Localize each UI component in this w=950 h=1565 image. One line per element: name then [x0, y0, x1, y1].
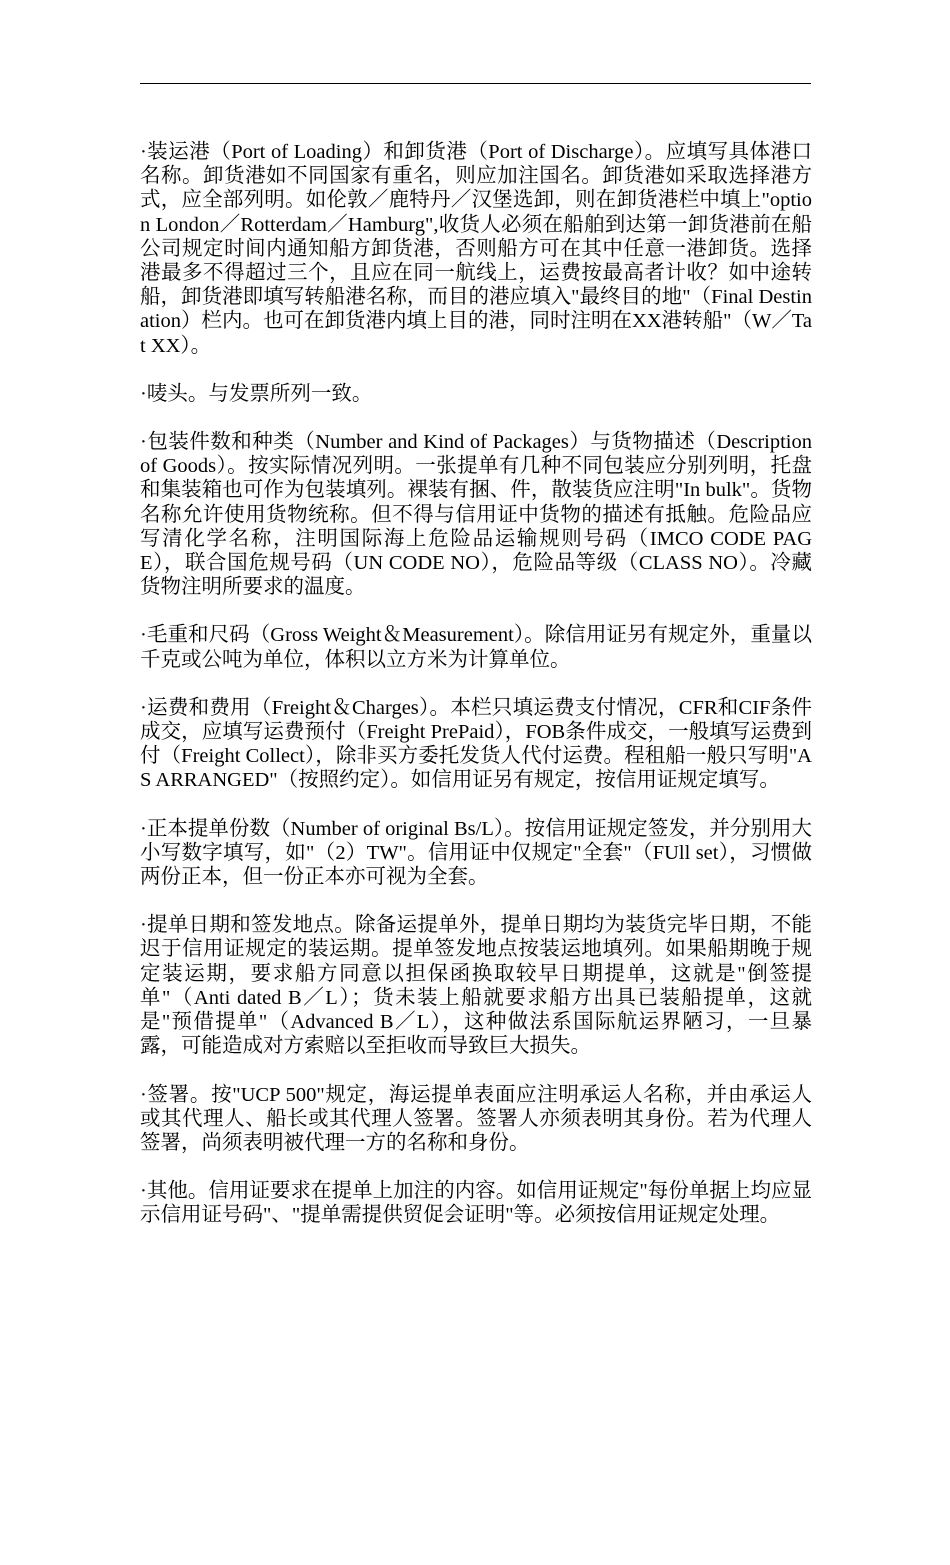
paragraph-freight-charges: ·运费和费用（Freight＆Charges）。本栏只填运费支付情况，CFR和CIF条件成交，应填写运费预付（Freight PrePaid），FOB条件成交，一般填写运费到付（Freight Collect），除非买方委托发货人代付运费。程租船一般只写明"AS ARRANGED"（按照约定）。如信用证另有规定，按信用证规定填写。	[140, 696, 812, 792]
paragraph-signature: ·签署。按"UCP 500"规定，海运提单表面应注明承运人名称，并由承运人或其代理人、船长或其代理人签署。签署人亦须表明其身份。若为代理人签署，尚须表明被代理一方的名称和身份。	[140, 1083, 812, 1154]
paragraph-original-bills: ·正本提单份数（Number of original Bs/L）。按信用证规定签发，并分别用大小写数字填写，如"（2）TW"。信用证中仅规定"全套"（FUll set），习惯做两份正本，但一份正本亦可视为全套。	[140, 817, 812, 889]
header-rule	[140, 83, 811, 84]
paragraph-bill-date: ·提单日期和签发地点。除备运提单外，提单日期均为装货完毕日期，不能迟于信用证规定的装运期。提单签发地点按装运地填列。如果船期晚于规定装运期，要求船方同意以担保函换取较早日期提单，这就是"倒签提单"（Anti dated B／L）；货未装上船就要求船方出具已装船提单，这就是"预借提单"（Advanced B／L），这种做法系国际航运界陋习，一旦暴露，可能造成对方索赔以至拒收而导致巨大损失。	[140, 914, 812, 1058]
paragraph-shipping-marks: ·唛头。与发票所列一致。	[140, 382, 373, 405]
document-body	[140, 140, 812, 1252]
paragraph-gross-weight: ·毛重和尺码（Gross Weight＆Measurement）。除信用证另有规定外，重量以千克或公吨为单位，体积以立方米为计算单位。	[140, 624, 812, 671]
paragraph-port-of-loading: ·装运港（Port of Loading）和卸货港（Port of Discharge）。应填写具体港口名称。卸货港如不同国家有重名，则应加注国名。卸货港如采取选择港方式，应全部列明。如伦敦／鹿特丹／汉堡选卸，则在卸货港栏中填上"option London／Rotterdam／Hamburg",收货人必须在船舶到达第一卸货港前在船公司规定时间内通知船方卸货港，否则船方可在其中任意一港卸货。选择港最多不得超过三个，且应在同一航线上，运费按最高者计收？如中途转船，卸货港即填写转船港名称，而目的港应填入"最终目的地"（Final Destination）栏内。也可在卸货港内填上目的港，同时注明在XX港转船"（W／Tat XX）。	[140, 141, 813, 357]
paragraph-packages-description: ·包装件数和种类（Number and Kind of Packages）与货物描述（Description of Goods）。按实际情况列明。一张提单有几种不同包装应分别列明，托盘和集装箱也可作为包装填列。裸装有捆、件，散装货应注明"In bulk"。货物名称允许使用货物统称。但不得与信用证中货物的描述有抵触。危险品应写清化学名称，注明国际海上危险品运输规则号码（IMCO CODE PAGE），联合国危规号码（UN CODE NO），危险品等级（CLASS NO）。冷藏货物注明所要求的温度。	[140, 431, 812, 599]
paragraph-other: ·其他。信用证要求在提单上加注的内容。如信用证规定"每份单据上均应显示信用证号码"、"提单需提供贸促会证明"等。必须按信用证规定处理。	[140, 1180, 812, 1227]
